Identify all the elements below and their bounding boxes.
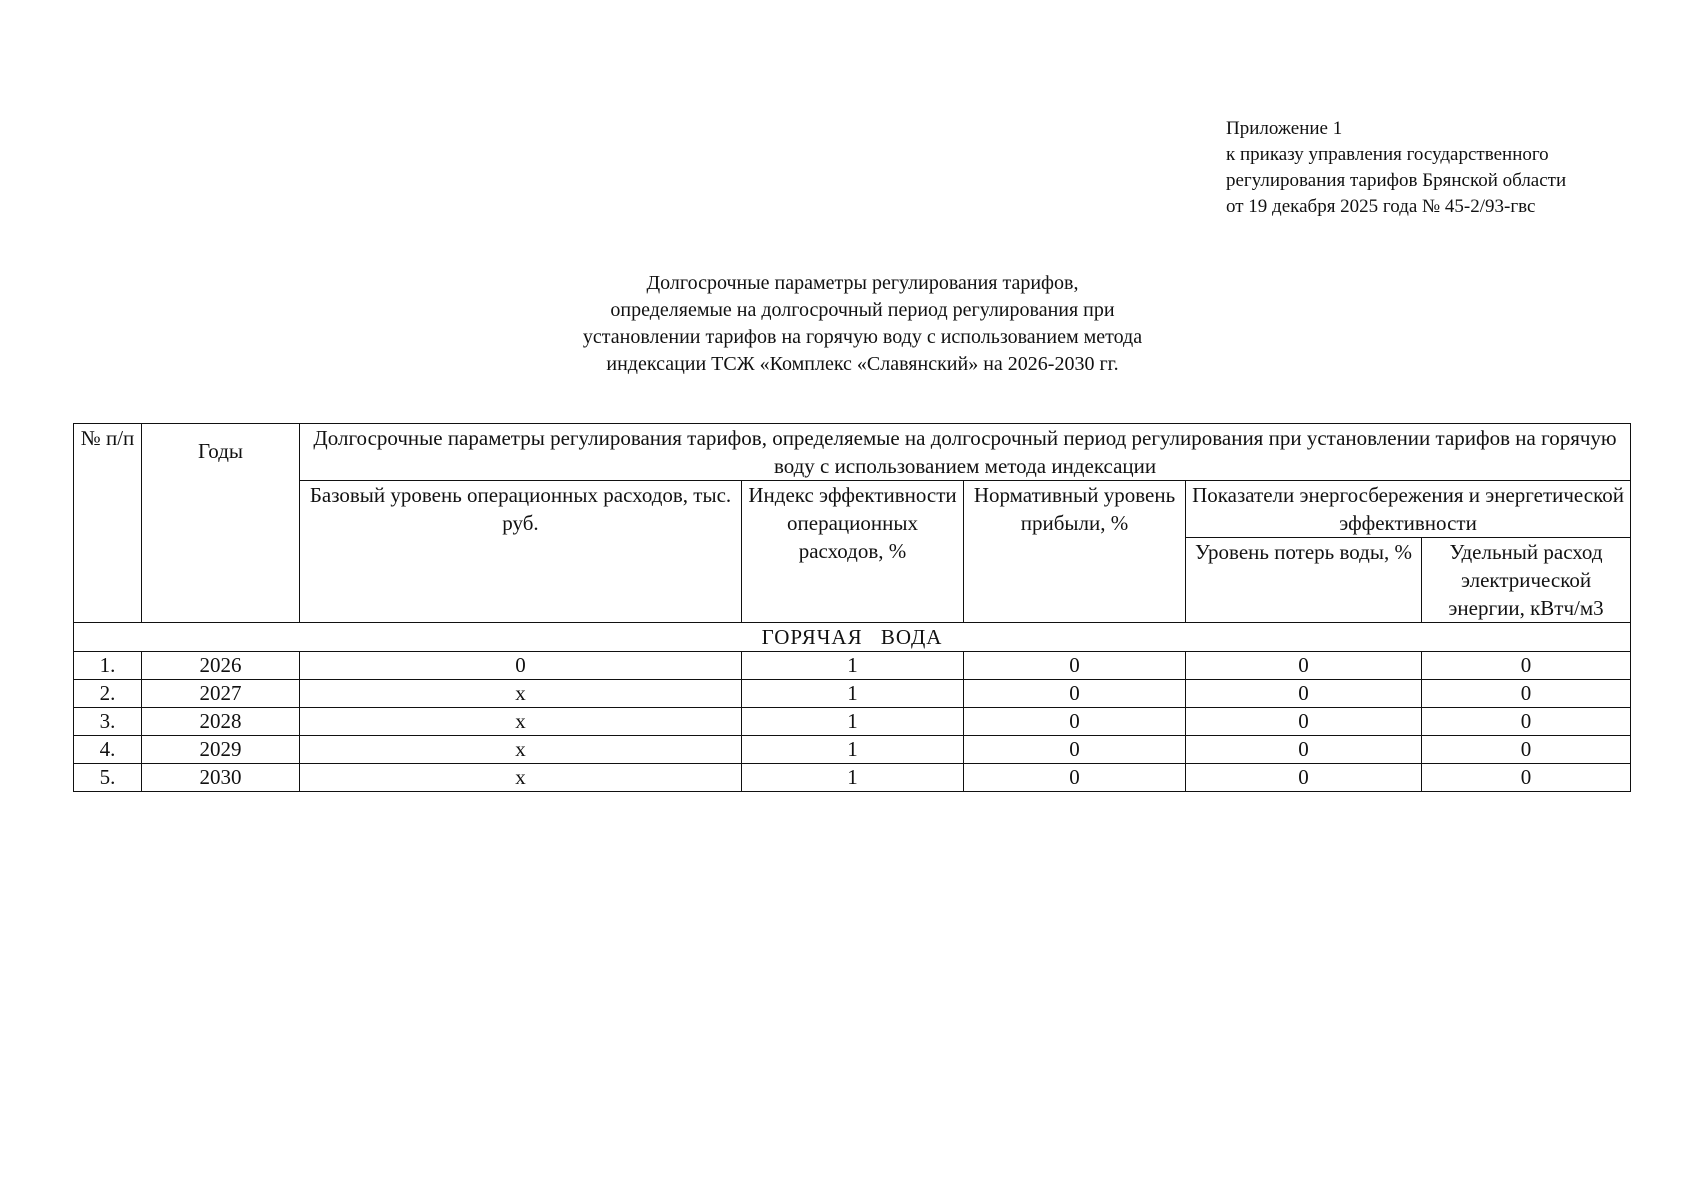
appendix-line: к приказу управления государственного <box>1226 144 1549 165</box>
cell-efficiency-index: 1 <box>742 764 964 792</box>
cell-year: 2030 <box>142 764 300 792</box>
cell-profit-level: 0 <box>964 652 1186 680</box>
header-water-losses: Уровень потерь воды, % <box>1186 538 1422 623</box>
cell-num: 4. <box>74 736 142 764</box>
cell-year: 2028 <box>142 708 300 736</box>
section-title: ГОРЯЧАЯ ВОДА <box>74 623 1631 652</box>
appendix-line: Приложение 1 <box>1226 118 1343 139</box>
title-line: определяемые на долгосрочный период регулирования при <box>610 299 1115 321</box>
header-num: № п/п <box>74 424 142 623</box>
section-row <box>74 623 1631 652</box>
table-row <box>74 680 1631 708</box>
cell-base-opex: x <box>300 708 742 736</box>
table-row <box>74 708 1631 736</box>
title-line: Долгосрочные параметры регулирования тарифов, <box>646 272 1079 294</box>
table-row <box>74 736 1631 764</box>
cell-profit-level: 0 <box>964 764 1186 792</box>
cell-electricity: 0 <box>1422 736 1631 764</box>
header-row <box>74 481 1631 538</box>
header-params-group: Долгосрочные параметры регулирования тарифов, определяемые на долгосрочный период регулирования при установлении тарифов на горячую воду с использованием метода индексации <box>300 424 1631 481</box>
appendix-line: от 19 декабря 2025 года № 45-2/93-гвс <box>1226 196 1536 217</box>
cell-efficiency-index: 1 <box>742 708 964 736</box>
header-profit-level: Нормативный уровень прибыли, % <box>964 481 1186 623</box>
header-efficiency-index: Индекс эффективности операционных расходов, % <box>742 481 964 623</box>
cell-num: 1. <box>74 652 142 680</box>
title-line: индексации ТСЖ «Комплекс «Славянский» на 2026-2030 гг. <box>606 353 1119 375</box>
cell-base-opex: x <box>300 736 742 764</box>
cell-base-opex: x <box>300 764 742 792</box>
cell-efficiency-index: 1 <box>742 680 964 708</box>
cell-profit-level: 0 <box>964 680 1186 708</box>
parameters-table <box>73 423 1631 792</box>
title-line: установлении тарифов на горячую воду с использованием метода <box>582 326 1143 348</box>
cell-num: 2. <box>74 680 142 708</box>
cell-water-losses: 0 <box>1186 764 1422 792</box>
cell-water-losses: 0 <box>1186 708 1422 736</box>
header-row <box>74 424 1631 481</box>
cell-num: 3. <box>74 708 142 736</box>
cell-electricity: 0 <box>1422 680 1631 708</box>
cell-efficiency-index: 1 <box>742 652 964 680</box>
table-row <box>74 764 1631 792</box>
cell-electricity: 0 <box>1422 708 1631 736</box>
header-years <box>142 424 300 623</box>
cell-year: 2029 <box>142 736 300 764</box>
cell-efficiency-index: 1 <box>742 736 964 764</box>
header-energy-group: Показатели энергосбережения и энергетической эффективности <box>1186 481 1631 538</box>
cell-electricity: 0 <box>1422 652 1631 680</box>
appendix-line: регулирования тарифов Брянской области <box>1226 170 1567 191</box>
cell-profit-level: 0 <box>964 708 1186 736</box>
cell-water-losses: 0 <box>1186 736 1422 764</box>
cell-water-losses: 0 <box>1186 680 1422 708</box>
cell-profit-level: 0 <box>964 736 1186 764</box>
cell-base-opex: x <box>300 680 742 708</box>
document-title <box>460 270 1265 378</box>
cell-base-opex: 0 <box>300 652 742 680</box>
cell-water-losses: 0 <box>1186 652 1422 680</box>
header-years-label: Годы <box>198 439 243 463</box>
cell-electricity: 0 <box>1422 764 1631 792</box>
header-base-opex: Базовый уровень операционных расходов, тыс. руб. <box>300 481 742 623</box>
table-row <box>74 652 1631 680</box>
cell-year: 2027 <box>142 680 300 708</box>
appendix-note <box>1226 116 1566 220</box>
header-electricity: Удельный расход электрической энергии, кВтч/м3 <box>1422 538 1631 623</box>
cell-year: 2026 <box>142 652 300 680</box>
cell-num: 5. <box>74 764 142 792</box>
